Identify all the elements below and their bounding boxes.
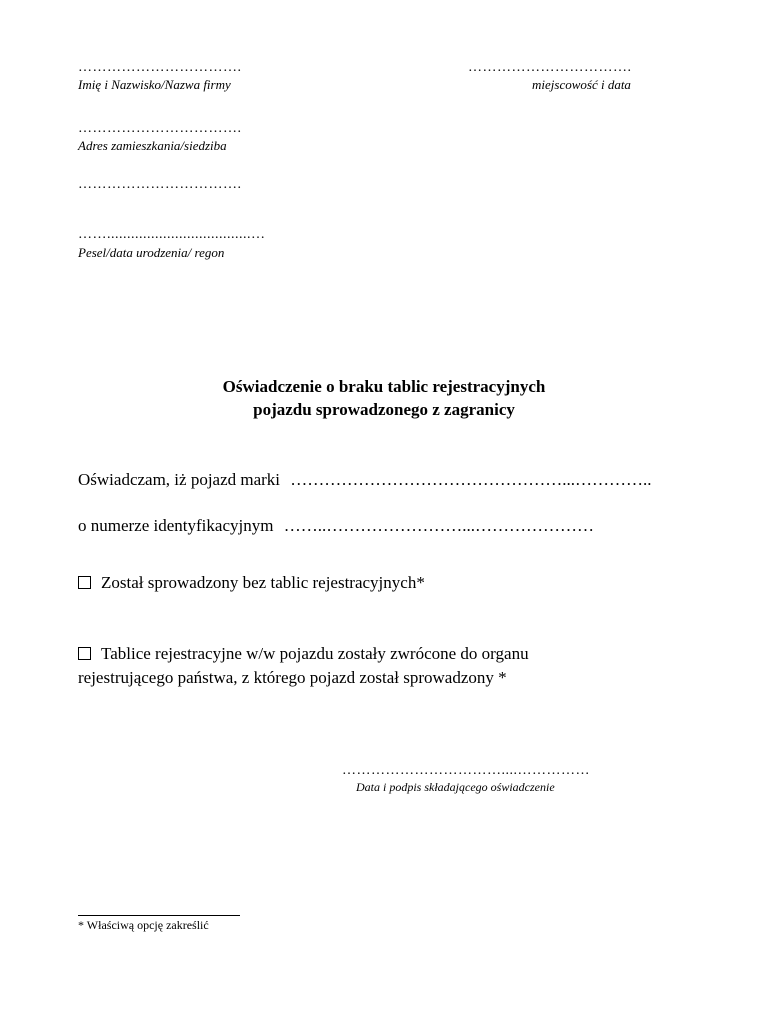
vin-row bbox=[78, 516, 594, 536]
vehicle-make-label: Oświadczam, iż pojazd marki bbox=[78, 470, 281, 489]
option-no-plates-checkbox[interactable] bbox=[78, 576, 91, 589]
option-no-plates bbox=[78, 573, 425, 593]
footnote-separator bbox=[78, 915, 240, 916]
option-plates-returned bbox=[78, 644, 529, 664]
footnote-text: * Właściwą opcję zakreślić bbox=[78, 918, 209, 932]
declaration-title-line1: Oświadczenie o braku tablic rejestracyjnych bbox=[222, 377, 546, 396]
option-no-plates-label: Został sprowadzony bez tablic rejestracyjnych* bbox=[101, 573, 425, 592]
name-caption: Imię i Nazwisko/Nazwa firmy bbox=[78, 77, 231, 92]
address-dots[interactable]: ……………………………. bbox=[78, 121, 242, 136]
address-caption: Adres zamieszkania/siedziba bbox=[78, 138, 227, 153]
place-date-caption: miejscowość i data bbox=[532, 77, 631, 92]
place-date-dots[interactable]: ……………………………. bbox=[468, 60, 632, 75]
vin-dots[interactable]: ……..……………………...………………… bbox=[283, 516, 594, 535]
pesel-dots[interactable]: ……....................................… bbox=[78, 227, 266, 242]
option-plates-returned-label-line2: rejestrującego państwa, z którego pojazd został sprowadzony * bbox=[78, 668, 507, 687]
address-second-line-dots[interactable]: ……………………………. bbox=[78, 177, 242, 192]
signature-caption: Data i podpis składającego oświadczenie bbox=[356, 780, 555, 794]
pesel-caption: Pesel/data urodzenia/ regon bbox=[78, 245, 225, 260]
vehicle-make-dots[interactable]: …………………………………………...………….. bbox=[290, 470, 652, 489]
vin-label: o numerze identyfikacyjnym bbox=[78, 516, 274, 535]
signature-dots[interactable]: ……………………………....…………… bbox=[342, 763, 590, 778]
declaration-title-line2: pojazdu sprowadzonego z zagranicy bbox=[253, 400, 515, 419]
vehicle-make-row bbox=[78, 470, 652, 490]
option-plates-returned-checkbox[interactable] bbox=[78, 647, 91, 660]
option-plates-returned-label-line1: Tablice rejestracyjne w/w pojazdu zostały zwrócone do organu bbox=[101, 644, 529, 663]
name-dots[interactable]: ……………………………. bbox=[78, 60, 242, 75]
